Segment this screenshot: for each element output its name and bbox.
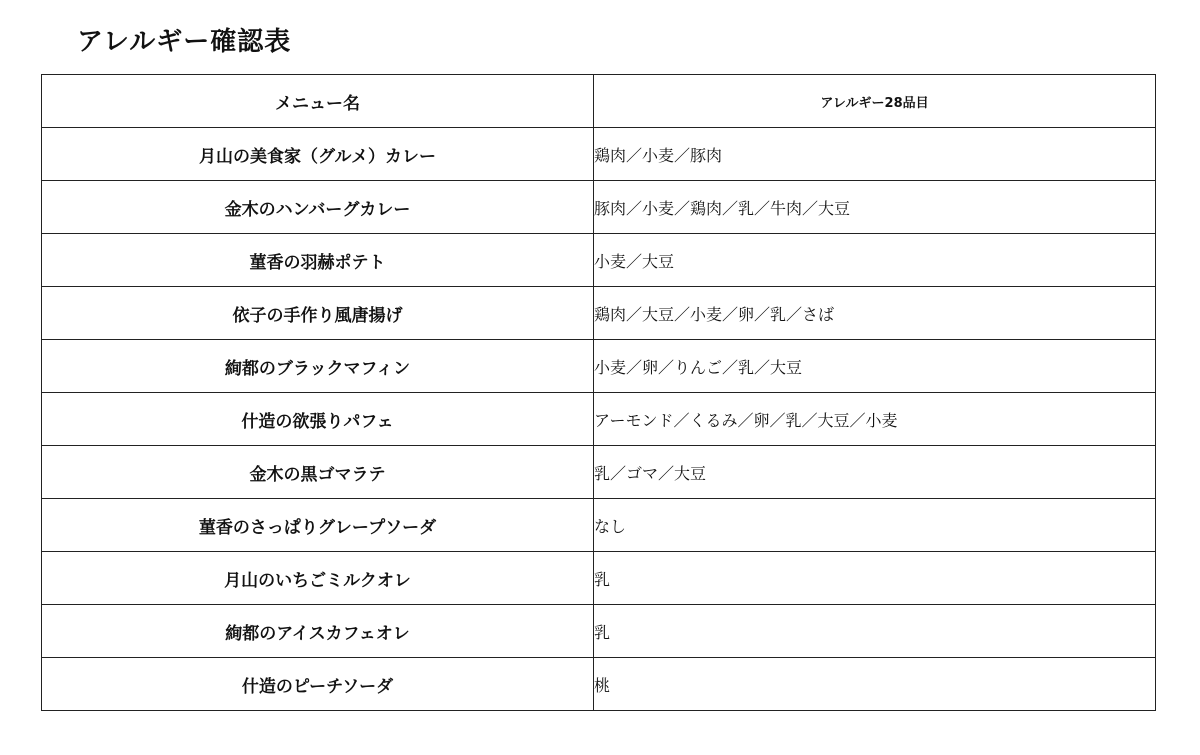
menu-name-cell: 菫香の羽赫ポテト (42, 234, 594, 287)
menu-name-cell: 什造のピーチソーダ (42, 658, 594, 711)
table-row (42, 340, 1156, 393)
menu-name-cell: 菫香のさっぱりグレープソーダ (42, 499, 594, 552)
table-row (42, 499, 1156, 552)
menu-name-cell: 金木の黒ゴマラテ (42, 446, 594, 499)
table-row (42, 552, 1156, 605)
page-title: アレルギー確認表 (77, 27, 292, 57)
allergen-cell: 乳／ゴマ／大豆 (594, 446, 1156, 499)
allergen-cell: 豚肉／小麦／鶏肉／乳／牛肉／大豆 (594, 181, 1156, 234)
table-row (42, 446, 1156, 499)
allergen-cell: 乳 (594, 605, 1156, 658)
table-header-row (42, 75, 1156, 128)
table-row (42, 393, 1156, 446)
table-row (42, 234, 1156, 287)
header-allergens: アレルギー28品目 (594, 75, 1156, 128)
table-row (42, 658, 1156, 711)
allergy-table (41, 74, 1156, 711)
table-row (42, 128, 1156, 181)
menu-name-cell: 月山の美食家（グルメ）カレー (42, 128, 594, 181)
allergen-cell: 鶏肉／大豆／小麦／卵／乳／さば (594, 287, 1156, 340)
menu-name-cell: 絢都のアイスカフェオレ (42, 605, 594, 658)
table-row (42, 181, 1156, 234)
allergen-cell: 乳 (594, 552, 1156, 605)
allergen-cell: 桃 (594, 658, 1156, 711)
allergen-cell: 小麦／卵／りんご／乳／大豆 (594, 340, 1156, 393)
allergen-cell: アーモンド／くるみ／卵／乳／大豆／小麦 (594, 393, 1156, 446)
allergen-cell: 小麦／大豆 (594, 234, 1156, 287)
menu-name-cell: 依子の手作り風唐揚げ (42, 287, 594, 340)
header-menu-name: メニュー名 (42, 75, 594, 128)
menu-name-cell: 月山のいちごミルクオレ (42, 552, 594, 605)
menu-name-cell: 金木のハンバーグカレー (42, 181, 594, 234)
allergen-cell: 鶏肉／小麦／豚肉 (594, 128, 1156, 181)
table-row (42, 605, 1156, 658)
table-row (42, 287, 1156, 340)
menu-name-cell: 絢都のブラックマフィン (42, 340, 594, 393)
allergen-cell: なし (594, 499, 1156, 552)
menu-name-cell: 什造の欲張りパフェ (42, 393, 594, 446)
